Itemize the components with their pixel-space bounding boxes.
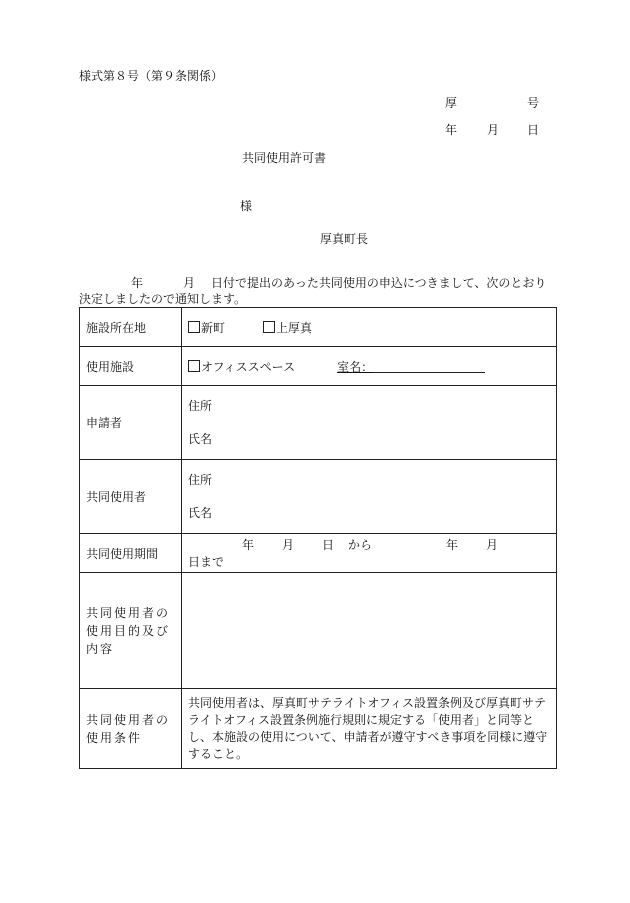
- applicant-address-label: 住所: [188, 399, 213, 413]
- period-label: 共同使用期間: [80, 534, 182, 573]
- table-row-facility: [80, 347, 557, 386]
- document-number-suffix: 号: [527, 96, 540, 110]
- facility-options: [182, 347, 557, 386]
- permit-table: [79, 307, 557, 769]
- applicant-name-label: 氏名: [188, 432, 213, 446]
- facility-option-1: オフィススペース: [201, 359, 296, 374]
- period-end-year: 年: [446, 538, 459, 552]
- conditions-text: 共同使用者は、厚真町サテライトオフィス設置条例及び厚真町サテライトオフィス設置条例施行規則に規定する「使用者」と同等とし、本施設の使用について、申請者が遵守すべき事項を同様に遵守すること。: [182, 689, 557, 769]
- issue-date-day: 日: [527, 123, 540, 137]
- period-from: から: [348, 538, 373, 552]
- checkbox-kamiatsuma[interactable]: [263, 321, 275, 333]
- period-start-year: 年: [242, 538, 255, 552]
- location-option-1: 新町: [201, 320, 226, 335]
- co-user-name-label: 氏名: [188, 506, 213, 520]
- conditions-label: 共同使用者の使用条件: [80, 689, 182, 769]
- document-number-prefix: 厚: [445, 96, 458, 110]
- purpose-value[interactable]: [182, 573, 557, 689]
- issue-date-month: 月: [487, 123, 500, 137]
- applicant-fields: [182, 386, 557, 460]
- intro-text: 日付で提出のあった共同使用の申込につきまして、次のとおり決定しましたので通知します。: [79, 276, 547, 306]
- purpose-label: 共同使用者の使用目的及び内容: [80, 573, 182, 689]
- period-fields: [182, 534, 557, 573]
- intro-year: 年: [131, 276, 144, 290]
- co-user-fields: [182, 460, 557, 534]
- period-end-month: 月: [486, 538, 499, 552]
- period-start-month: 月: [282, 538, 295, 552]
- form-number: 様式第８号（第９条関係）: [79, 69, 224, 83]
- intro-paragraph: [79, 275, 553, 307]
- location-options: [182, 308, 557, 347]
- room-name-label: 室名：: [337, 359, 374, 374]
- issue-date-year: 年: [445, 123, 458, 137]
- location-option-2: 上厚真: [276, 320, 313, 335]
- table-row-co-user: [80, 460, 557, 534]
- checkbox-shinmachi[interactable]: [188, 321, 200, 333]
- co-user-address-label: 住所: [188, 473, 213, 487]
- room-name-field[interactable]: [373, 360, 485, 373]
- table-row-conditions: [80, 689, 557, 769]
- location-label: 施設所在地: [80, 308, 182, 347]
- checkbox-office-space[interactable]: [188, 360, 200, 372]
- co-user-label: 共同使用者: [80, 460, 182, 534]
- table-row-applicant: [80, 386, 557, 460]
- intro-month: 月: [183, 276, 196, 290]
- document-title: 共同使用許可書: [242, 151, 327, 165]
- period-until: 日まで: [188, 555, 225, 569]
- table-row-purpose: [80, 573, 557, 689]
- table-row-period: [80, 534, 557, 573]
- table-row-location: [80, 308, 557, 347]
- facility-label: 使用施設: [80, 347, 182, 386]
- applicant-label: 申請者: [80, 386, 182, 460]
- issuer: 厚真町長: [320, 232, 369, 246]
- addressee-suffix: 様: [240, 199, 253, 213]
- period-start-day: 日: [322, 538, 335, 552]
